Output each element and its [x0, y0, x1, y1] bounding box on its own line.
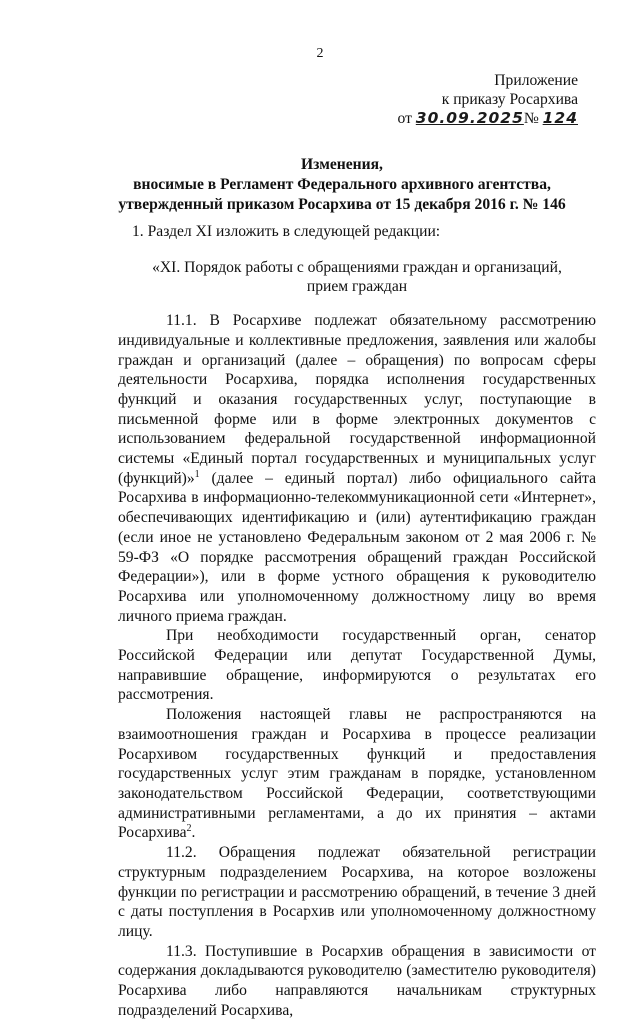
section-heading-line-2: прием граждан [306, 278, 408, 296]
footnote-ref-2: 2 [186, 823, 192, 835]
paragraph-provisions-part-b: . [191, 824, 196, 842]
title-line-3: утвержденный приказом Росархива от 15 декабря 2016 г. № 146 [118, 196, 566, 213]
appendix-line-2: к приказу Росархива [441, 91, 578, 108]
number-sign: № [523, 110, 543, 127]
paragraph-provisions-part-a: Положения настоящей главы не распространяются на взаимоотношения граждан и Росархива в процессе реализации Росархивом государственных функций и предоставления государственных услуг этим гражданам в порядке, установленном законодательством Российской Федерации, соответствующими административными регламентами, а до их принятия – актами Росархива [118, 706, 596, 842]
appendix-from-prefix: от [397, 110, 416, 127]
paragraph-11-1-part-a: 11.1. В Росархиве подлежат обязательному рассмотрению индивидуальные и коллективные предложения, заявления или жалобы граждан и организаций (далее – обращения) по вопросам сферы деятельности Росархива, порядка исполнения государственных функций и оказания государственных услуг, поступающие в письменной форме или в форме электронных документов с использованием федеральной государственной информационной системы «Единый портал государственных и муниципальных услуг (функций)» [118, 312, 596, 487]
title-line-1: Изменения, [301, 156, 383, 173]
paragraph-11-3: 11.3. Поступившие в Росархив обращения в зависимости от содержания докладываются руководителю (заместителю руководителя) Росархива либо направляются начальникам структурных подразделений Росархива, [118, 942, 596, 1019]
title-line-2: вносимые в Регламент Федерального архивного агентства, [133, 176, 551, 193]
page-number: 2 [316, 46, 324, 61]
footnote-ref-1: 1 [194, 468, 200, 480]
section-heading-line-1: «XI. Порядок работы с обращениями граждан и организаций, [152, 258, 562, 276]
document-title [82, 155, 602, 215]
handwritten-number: 124 [542, 109, 578, 127]
appendix-line-3 [318, 109, 578, 128]
appendix-line-1: Приложение [494, 72, 578, 89]
paragraph-11-1-part-b: (далее – единый портал) либо официального сайта Росархива в информационно-телекоммуникационной сети «Интернет», обеспечивающих идентификацию и (или) аутентификацию граждан (если иное не установлено Федеральным законом от 2 мая 2006 г. № 59-ФЗ «О порядке рассмотрения обращений граждан Российской Федерации»), или в форме устного обращения к руководителю Росархива или уполномоченному должностному лицу во время личного приема граждан. [118, 469, 596, 625]
item-1: 1. Раздел XI изложить в следующей редакции: [132, 223, 441, 240]
document-body [118, 222, 596, 1020]
section-heading [118, 258, 596, 297]
handwritten-date: 30.09.2025 [415, 109, 524, 127]
paragraph-provisions [118, 705, 596, 843]
paragraph-necessity: При необходимости государственный орган, сенатор Российской Федерации или депутат Государственной Думы, направившие обращение, информируются о результатах его рассмотрения. [118, 627, 596, 704]
appendix-block [318, 71, 578, 128]
paragraph-11-1 [118, 311, 596, 626]
paragraph-11-2: 11.2. Обращения подлежат обязательной регистрации структурным подразделением Росархива, на которое возложены функции по регистрации и рассмотрению обращений, в течение 3 дней с даты поступления в Росархив или уполномоченному должностному лицу. [118, 844, 596, 940]
